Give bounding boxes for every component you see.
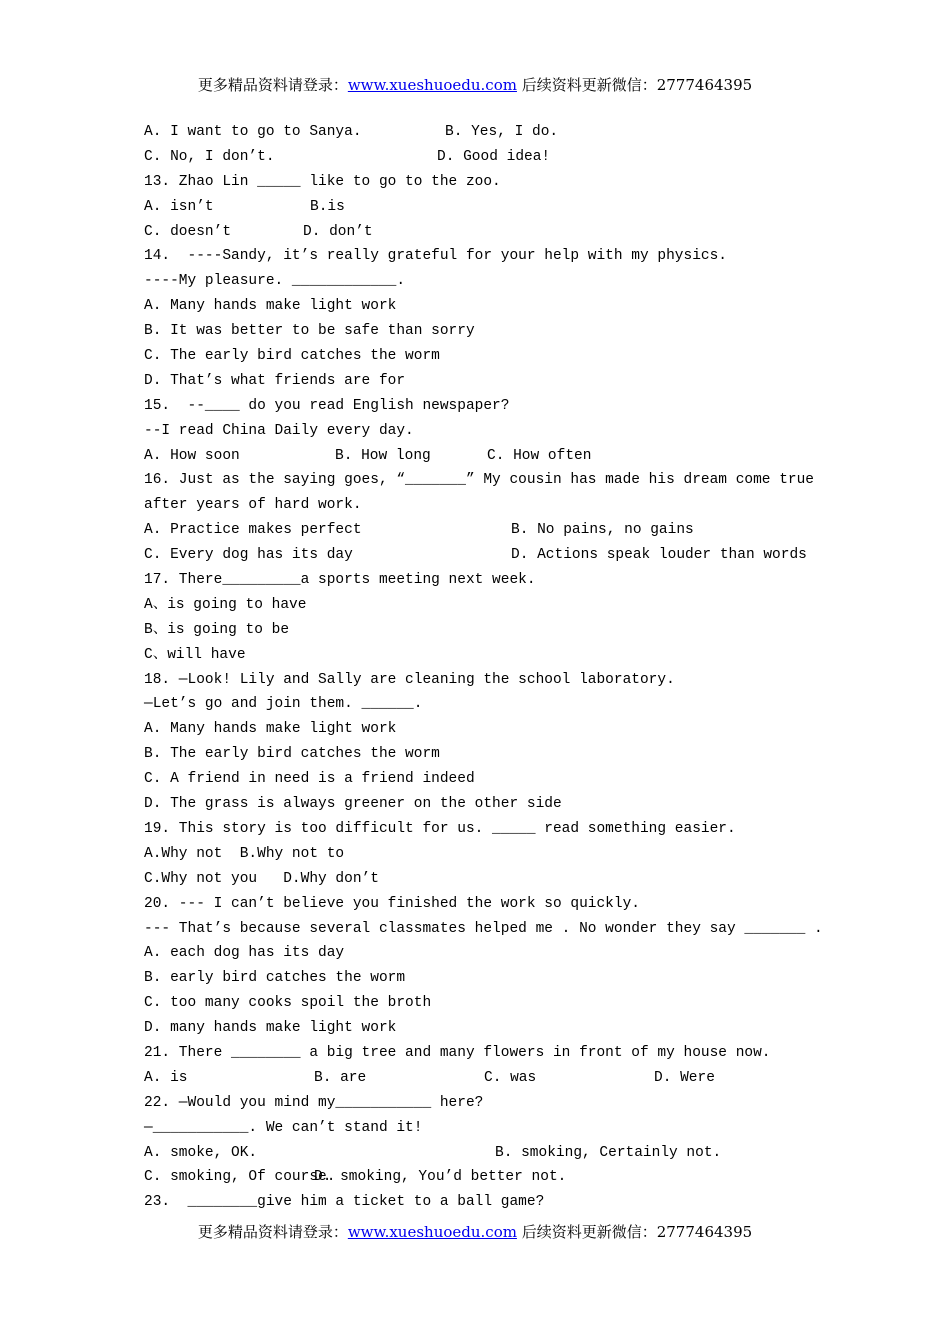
header-suffix: 后续资料更新微信：2777464395 (516, 76, 753, 94)
option-text: B. No pains, no gains (511, 522, 694, 539)
text-line: A、is going to have (144, 596, 307, 613)
text-line (144, 220, 824, 245)
option-text: D. don’t (303, 223, 373, 240)
text-line (144, 120, 824, 145)
text-line: 20. --- I can’t believe you finished the work so quickly. (144, 895, 640, 912)
option-text: C. How often (487, 447, 592, 464)
text-line: B. The early bird catches the worm (144, 746, 440, 763)
text-line: D. The grass is always greener on the other side (144, 796, 562, 813)
option-text: A. is (144, 1069, 188, 1086)
text-line: 23. ________give him a ticket to a ball game? (144, 1194, 545, 1211)
text-line: after years of hard work. (144, 497, 362, 514)
text-line: 19. This story is too difficult for us. _____ read something easier. (144, 820, 736, 837)
footer-prefix: 更多精品资料请登录： (197, 1223, 348, 1241)
text-line: A. each dog has its day (144, 945, 345, 962)
text-line: ----My pleasure. ____________. (144, 273, 406, 290)
text-line: 22. —Would you mind my___________ here? (144, 1094, 484, 1111)
text-line: 21. There ________ a big tree and many flowers in front of my house now. (144, 1044, 771, 1061)
option-text: A. isn’t (144, 198, 214, 215)
option-text: A. I want to go to Sanya. (144, 124, 362, 140)
text-line: B、is going to be (144, 621, 290, 638)
text-line: B. early bird catches the worm (144, 970, 406, 987)
option-text: B. smoking, Certainly not. (495, 1144, 722, 1161)
text-line: 15. --____ do you read English newspaper? (144, 397, 510, 414)
option-text: A. smoke, OK. (144, 1144, 258, 1161)
text-line: —Let’s go and join them. ______. (144, 696, 423, 713)
text-line: --- That’s because several classmates helped me . No wonder they say _______ . (144, 920, 823, 937)
text-line: 18. —Look! Lily and Sally are cleaning the school laboratory. (144, 671, 675, 688)
text-line: C. A friend in need is a friend indeed (144, 771, 475, 788)
text-line: D. That’s what friends are for (144, 372, 406, 389)
text-line: B. It was better to be safe than sorry (144, 323, 475, 340)
footer-suffix: 后续资料更新微信：2777464395 (516, 1223, 753, 1241)
option-text: C. was (484, 1069, 537, 1086)
text-line (144, 518, 824, 543)
option-text: A. How soon (144, 447, 240, 464)
text-line: 14. ----Sandy, it’s really grateful for your help with my physics. (144, 248, 727, 265)
text-line: A. Many hands make light work (144, 721, 397, 738)
option-text: B. How long (335, 447, 431, 464)
option-text: B. are (314, 1069, 367, 1086)
text-line (144, 145, 824, 170)
text-line (144, 1066, 824, 1091)
option-text: C. No, I don’t. (144, 148, 275, 165)
option-text: D. Actions speak louder than words (511, 547, 807, 564)
option-text: C. doesn’t (144, 223, 232, 240)
text-line: 13. Zhao Lin _____ like to go to the zoo. (144, 173, 501, 190)
option-text: A. Practice makes perfect (144, 522, 362, 539)
document-body (144, 120, 824, 1215)
text-line: A.Why not B.Why not to (144, 845, 345, 862)
text-line: C.Why not you D.Why don’t (144, 870, 379, 887)
text-line (144, 1165, 824, 1190)
text-line (144, 1141, 824, 1166)
header-link[interactable]: www.xueshuoedu.com (347, 76, 517, 94)
text-line (144, 444, 824, 469)
option-text: D. Good idea! (437, 148, 551, 165)
option-text: B.is (310, 198, 345, 215)
text-line: 16. Just as the saying goes, “_______” My cousin has made his dream come true (144, 472, 815, 489)
text-line: 17. There_________a sports meeting next week. (144, 572, 536, 589)
page-footer (0, 1221, 950, 1242)
text-line: A. Many hands make light work (144, 298, 397, 315)
text-line: D. many hands make light work (144, 1020, 397, 1037)
text-line (144, 543, 824, 568)
text-line: --I read China Daily every day. (144, 422, 414, 439)
option-text: D. Were (654, 1069, 715, 1086)
text-line (144, 195, 824, 220)
option-text: B. Yes, I do. (445, 124, 559, 140)
option-text: D. smoking, You’d better not. (314, 1169, 567, 1186)
text-line: —___________. We can’t stand it! (144, 1119, 423, 1136)
option-text: C. smoking, Of course. (144, 1169, 336, 1186)
text-line: C. The early bird catches the worm (144, 348, 440, 365)
page-header (0, 74, 950, 95)
header-prefix: 更多精品资料请登录： (197, 76, 348, 94)
text-line: C. too many cooks spoil the broth (144, 995, 432, 1012)
footer-link[interactable]: www.xueshuoedu.com (347, 1223, 517, 1241)
option-text: C. Every dog has its day (144, 547, 353, 564)
text-line: C、will have (144, 646, 246, 663)
